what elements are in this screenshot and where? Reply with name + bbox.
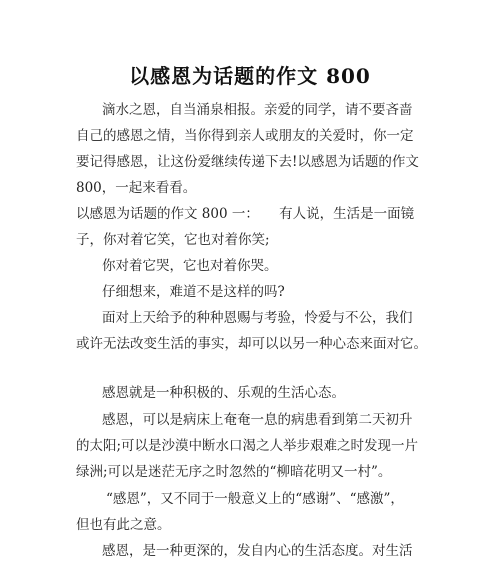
paragraph-line: 子，你对着它笑，它也对着你笑;	[76, 232, 270, 248]
paragraph-line: 面对上天给予的种种恩赐与考验，怜爱与不公，我们	[102, 310, 413, 326]
paragraph-line: 感恩，是一种更深的，发自内心的生活态度。对生活	[102, 543, 413, 559]
paragraph-line: 滴水之恩，自当涌泉相报。亲爱的同学，请不要吝啬	[102, 102, 413, 118]
paragraph-line: 仔细想来，难道不是这样的吗?	[102, 284, 285, 300]
paragraph-line: 自己的感恩之情，当你得到亲人或朋友的关爱时，你一定	[76, 128, 414, 144]
paragraph-line: 但也有此之意。	[76, 517, 171, 533]
paragraph-line: 感恩，可以是病床上奄奄一息的病患看到第二天初升	[102, 412, 413, 428]
paragraph-line: 以感恩为话题的作文 800 一： 有人说，生活是一面镜	[76, 206, 415, 222]
paragraph-line: 的太阳;可以是沙漠中断水口渴之人举步艰难之时发现一片	[76, 438, 419, 454]
document-title: 以感恩为话题的作文 800	[129, 64, 371, 88]
paragraph-line: “感恩”，又不同于一般意义上的“感谢”、“感激”，	[106, 491, 404, 507]
paragraph-line: 感恩就是一种积极的、乐观的生活心态。	[102, 385, 345, 401]
paragraph-line: 要记得感恩，让这份爱继续传递下去!以感恩为话题的作文	[76, 154, 419, 170]
paragraph-line: 你对着它哭，它也对着你哭。	[102, 258, 278, 274]
paragraph-line: 绿洲;可以是迷茫无序之时忽然的“柳暗花明又一村”。	[76, 464, 392, 480]
paragraph-line: 800，一起来看看。	[76, 180, 197, 196]
paragraph-line: 或许无法改变生活的事实，却可以以另一种心态来面对它。	[76, 336, 427, 352]
